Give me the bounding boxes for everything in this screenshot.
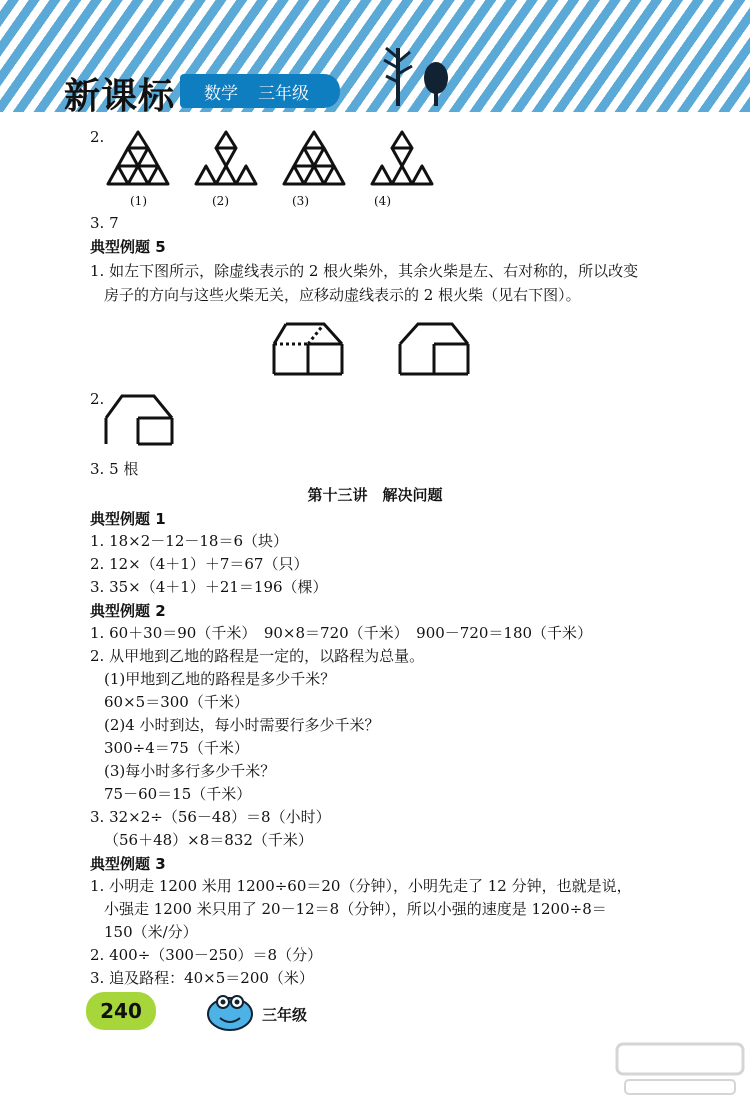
example2-sub-1: (1)甲地到乙地的路程是多少千米？ — [104, 670, 336, 688]
example3-line-1b: 小强走 1200 米只用了 20－12＝8（分钟），所以小强的速度是 1200÷8＝ — [104, 900, 607, 918]
triangle-figure-4 — [372, 132, 432, 184]
example2-sub-3: (2)4 小时到达，每小时需要行多少千米？ — [104, 716, 380, 734]
page-number-badge: 240 — [86, 992, 156, 1030]
triangle-figure-3 — [284, 132, 344, 184]
ex5-q1-line2: 房子的方向与这些火柴无关，应移动虚线表示的 2 根火柴（见右下图）。 — [104, 286, 581, 304]
q3-answer: 3. 7 — [90, 214, 119, 232]
example2-sub-5: (3)每小时多行多少千米？ — [104, 762, 276, 780]
example5-title: 典型例题 5 — [90, 238, 166, 256]
example1-line-1: 1. 18×2－12－18＝6（块） — [90, 532, 288, 550]
watermark-logo-icon — [615, 1040, 745, 1100]
fig-label-1: (1) — [130, 194, 147, 208]
example2-sub-4: 300÷4＝75（千米） — [104, 739, 249, 757]
example1-line-2: 2. 12×（4＋1）＋7＝67（只） — [90, 555, 309, 573]
ex5-q2-label: 2. — [90, 390, 105, 408]
fig-label-2: (2) — [212, 194, 229, 208]
example3-line-1c: 150（米/分） — [104, 923, 198, 941]
example2-line-3b: （56＋48）×8＝832（千米） — [104, 831, 313, 849]
example2-line-1: 1. 60＋30＝90（千米） 90×8＝720（千米） 900－720＝180（千米） — [90, 624, 593, 642]
example1-title: 典型例题 1 — [90, 510, 166, 528]
house-right-figure — [394, 318, 474, 380]
triangle-figures — [100, 128, 440, 192]
mascot-icon — [206, 992, 254, 1032]
example2-sub-6: 75－60＝15（千米） — [104, 785, 252, 803]
tree-icon — [378, 38, 458, 108]
example3-line-3: 3. 追及路程：40×5＝200（米） — [90, 969, 314, 987]
grade-label: 三年级 — [258, 83, 309, 104]
triangle-figure-1 — [108, 132, 168, 184]
example3-line-1: 1. 小明走 1200 米用 1200÷60＝20（分钟），小明先走了 12 分钟，也就是说， — [90, 877, 632, 895]
example3-title: 典型例题 3 — [90, 855, 166, 873]
subject-bar — [180, 74, 340, 108]
house-left-figure — [268, 318, 348, 380]
example2-line-2: 2. 从甲地到乙地的路程是一定的，以路程为总量。 — [90, 647, 425, 665]
fig-label-4: (4) — [374, 194, 391, 208]
example3-line-2: 2. 400÷（300－250）＝8（分） — [90, 946, 323, 964]
footer-grade: 三年级 — [262, 1006, 308, 1024]
example1-line-3: 3. 35×（4＋1）＋21＝196（棵） — [90, 578, 328, 596]
header-banner — [0, 0, 750, 117]
lecture-title: 第十三讲 解决问题 — [307, 486, 443, 504]
ex5-q1-line1: 1. 如左下图所示，除虚线表示的 2 根火柴外，其余火柴是左、右对称的，所以改变 — [90, 262, 639, 280]
example2-sub-2: 60×5＝300（千米） — [104, 693, 249, 711]
subject-label: 数学 — [204, 83, 238, 104]
example2-title: 典型例题 2 — [90, 602, 166, 620]
triangle-figure-2 — [196, 132, 256, 184]
fig-label-3: (3) — [292, 194, 309, 208]
ex5-q3-answer: 3. 5 根 — [90, 460, 139, 478]
example2-line-3: 3. 32×2÷（56－48）＝8（小时） — [90, 808, 331, 826]
brand-title: 新课标 — [64, 76, 176, 117]
q2-label: 2. — [90, 128, 105, 146]
house-answer-figure — [100, 388, 178, 450]
